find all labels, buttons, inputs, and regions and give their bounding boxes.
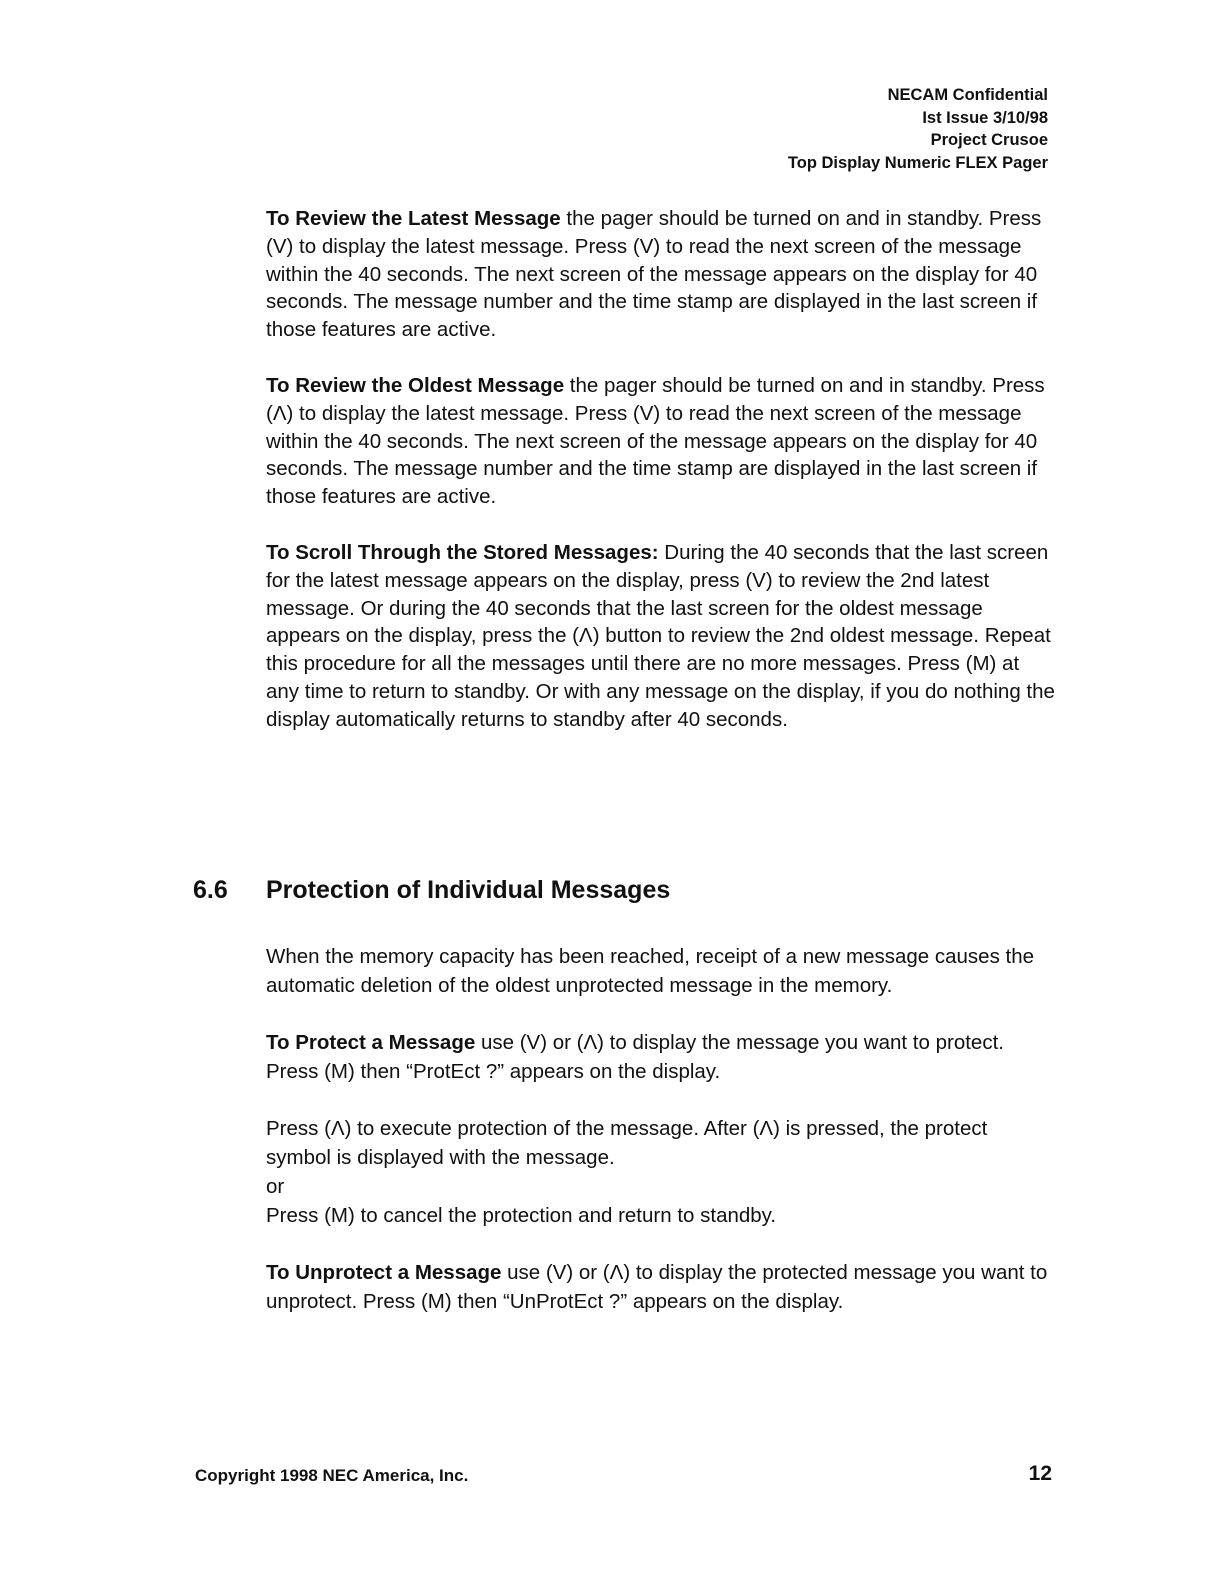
paragraph-protect-message [266,1028,1056,1086]
header-confidential: NECAM Confidential [887,86,1048,104]
section-intro: When the memory capacity has been reached, receipt of a new message causes the automatic deletion of the oldest unprotected message in the memory. [266,945,1035,997]
paragraph-protect-title: To Protect a Message [266,1031,476,1054]
paragraph-latest-message-title: To Review the Latest Message [266,207,561,230]
section-number: 6.6 [193,876,228,904]
paragraph-latest-message [266,205,1056,344]
page-number: 12 [1028,1462,1052,1485]
section-heading [193,876,670,905]
paragraph-scroll-messages [266,539,1056,734]
paragraph-unprotect-message [266,1258,1056,1316]
section-content [266,942,1056,1316]
section-title: Protection of Individual Messages [266,876,671,904]
paragraph-scroll-messages-body: During the 40 seconds that the last screen for the latest message appears on the display, press (V) to review the 2nd latest message. Or during the 40 seconds that the last screen for the oldest message appears on the display, press the (Λ) button to review the 2nd oldest message. Repeat this procedure for all the messages until there are no more messages. Press (M) at any time to return to standby. Or with any message on the display, if you do nothing the display automatically returns to standby after 40 seconds. [266,540,1055,731]
footer-copyright: Copyright 1998 NEC America, Inc. [195,1466,469,1485]
paragraph-oldest-message-body: the pager should be turned on and in standby. Press (Λ) to display the latest message. Press (V) to read the next screen of the message within the 40 seconds. The next screen of the message appears on the display for 40 seconds. The message number and the time stamp are displayed in the last screen if those features are active. [266,373,1045,509]
paragraph-oldest-message-title: To Review the Oldest Message [266,373,565,397]
paragraph-scroll-messages-title: To Scroll Through the Stored Messages: [266,540,659,564]
paragraph-unprotect-body: use (V) or (Λ) to display the protected message you want to unprotect. Press (M) then “UnProtEct ?” appears on the display. [266,1261,1048,1313]
paragraph-oldest-message [266,372,1056,511]
paragraph-protect-body: use (V) or (Λ) to display the message you want to protect. Press (M) then “ProtEct ?” appears on the display. [266,1031,1004,1083]
paragraph-unprotect-title: To Unprotect a Message [266,1261,502,1284]
header-project: Project Crusoe [930,131,1048,149]
header-product: Top Display Numeric FLEX Pager [787,153,1048,172]
cancel-protection-text: Press (M) to cancel the protection and return to standby. [266,1204,777,1227]
execute-protection-text: Press (Λ) to execute protection of the message. After (Λ) is pressed, the protect symbol is displayed with the message. [266,1117,988,1169]
header-issue: Ist Issue 3/10/98 [922,108,1048,127]
paragraph-execute-protection [266,1114,1056,1230]
document-header [788,84,1048,174]
paragraph-latest-message-body: the pager should be turned on and in standby. Press (V) to display the latest message. Press (V) to read the next screen of the message within the 40 seconds. The next screen of the message appears on the display for 40 seconds. The message number and the time stamp are displayed in the last screen if those features are active. [266,207,1042,342]
or-text: or [266,1175,285,1198]
review-instructions [266,205,1056,734]
